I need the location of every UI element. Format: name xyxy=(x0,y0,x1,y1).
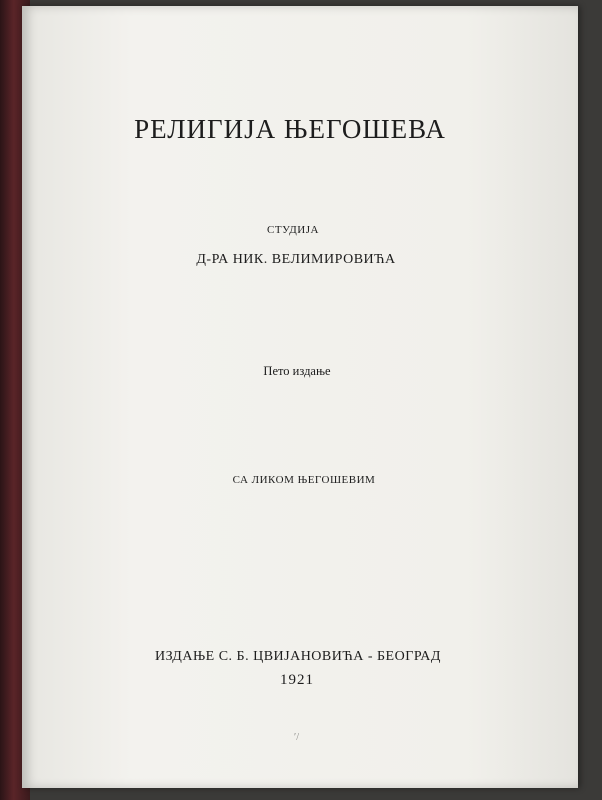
publisher-line: ИЗДАЊЕ С. Б. ЦВИЈАНОВИЋА - БЕОГРАД xyxy=(155,649,441,664)
pencil-mark: ′/ xyxy=(294,732,299,743)
publication-year: 1921 xyxy=(280,672,314,688)
edition-label: Пето издање xyxy=(263,364,331,378)
book-author: Д-РА НИК. ВЕЛИМИРОВИЋА xyxy=(196,252,396,267)
portrait-note: СА ЛИКОМ ЊЕГОШЕВИМ xyxy=(232,474,376,486)
book-subtitle: СТУДИЈА xyxy=(267,224,319,236)
book-title: РЕЛИГИЈА ЊЕГОШЕВА xyxy=(134,114,446,144)
title-page xyxy=(22,6,578,788)
